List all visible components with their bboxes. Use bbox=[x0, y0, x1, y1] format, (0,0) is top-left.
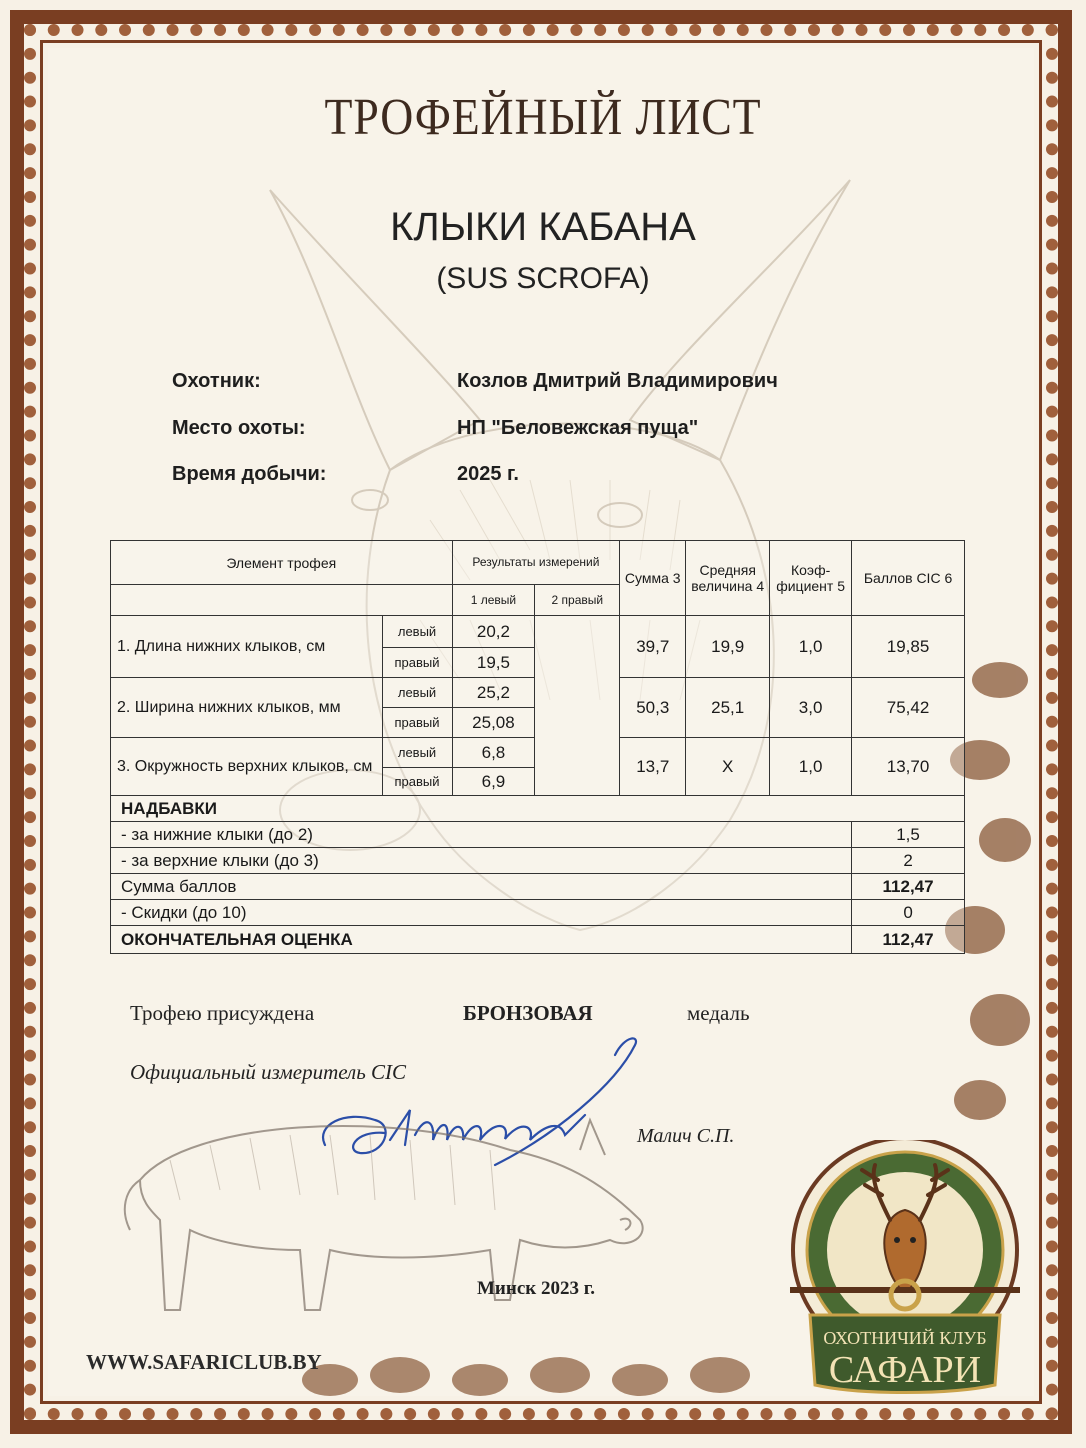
row-3-name: 3. Окружность верхних клыков, см bbox=[111, 738, 383, 796]
measurer-name: Малич С.П. bbox=[637, 1125, 735, 1147]
row-2-name: 2. Ширина нижних клыков, мм bbox=[111, 678, 383, 738]
header-right: 2 правый bbox=[535, 585, 620, 616]
row-1-sum: 39,7 bbox=[620, 616, 686, 678]
right-column-blank bbox=[535, 616, 620, 796]
sum-label: Сумма баллов bbox=[111, 874, 852, 900]
safari-club-logo bbox=[770, 1140, 1040, 1410]
hunter-value: Козлов Дмитрий Владимирович bbox=[457, 370, 778, 392]
award-medal: БРОНЗОВАЯ bbox=[463, 1001, 593, 1025]
row-2-right-label: правый bbox=[382, 708, 452, 738]
final-score-label: ОКОНЧАТЕЛЬНАЯ ОЦЕНКА bbox=[111, 926, 852, 954]
discount-value: 0 bbox=[852, 900, 965, 926]
row-1-right-label: правый bbox=[382, 648, 452, 678]
place-value: НП "Беловежская пуща" bbox=[457, 417, 699, 439]
row-3-left-value: 6,8 bbox=[452, 738, 535, 768]
row-1-right-value: 19,5 bbox=[452, 648, 535, 678]
sum-value: 112,47 bbox=[852, 874, 965, 900]
row-1-average: 19,9 bbox=[686, 616, 770, 678]
logo-text-club: ОХОТНИЧИЙ КЛУБ bbox=[823, 1328, 987, 1348]
bonus-header: НАДБАВКИ bbox=[111, 796, 965, 822]
row-2-left-label: левый bbox=[382, 678, 452, 708]
row-1-points: 19,85 bbox=[852, 616, 965, 678]
trophy-subtitle: КЛЫКИ КАБАНА bbox=[390, 205, 696, 249]
website-link[interactable]: WWW.SAFARICLUB.BY bbox=[86, 1350, 322, 1374]
award-suffix: медаль bbox=[687, 1001, 750, 1025]
time-label: Время добычи: bbox=[172, 463, 327, 485]
row-2-points: 75,42 bbox=[852, 678, 965, 738]
award-prefix: Трофею присуждена bbox=[130, 1001, 315, 1025]
row-1-coefficient: 1,0 bbox=[770, 616, 852, 678]
latin-name: (SUS SCROFA) bbox=[436, 262, 650, 295]
row-1-left-value: 20,2 bbox=[452, 616, 535, 648]
place-date: Минск 2023 г. bbox=[477, 1278, 595, 1299]
page-title: ТРОФЕЙНЫЙ ЛИСТ bbox=[324, 89, 762, 146]
header-element: Элемент трофея bbox=[111, 541, 453, 585]
row-1-left-label: левый bbox=[382, 616, 452, 648]
bonus-upper-label: - за верхние клыки (до 3) bbox=[111, 848, 852, 874]
header-average: Средняя величина 4 bbox=[686, 541, 770, 616]
row-2-left-value: 25,2 bbox=[452, 678, 535, 708]
oak-leaves-bottom bbox=[300, 1340, 780, 1410]
header-points: Баллов CIC 6 bbox=[852, 541, 965, 616]
header-coefficient: Коэф- фициент 5 bbox=[770, 541, 852, 616]
header-sum: Сумма 3 bbox=[620, 541, 686, 616]
row-2-coefficient: 3,0 bbox=[770, 678, 852, 738]
row-3-right-label: правый bbox=[382, 768, 452, 796]
row-2-average: 25,1 bbox=[686, 678, 770, 738]
final-score-value: 112,47 bbox=[852, 926, 965, 954]
measurement-table bbox=[110, 540, 965, 954]
row-3-points: 13,70 bbox=[852, 738, 965, 796]
bonus-lower-label: - за нижние клыки (до 2) bbox=[111, 822, 852, 848]
header-left: 1 левый bbox=[452, 585, 535, 616]
row-2-right-value: 25,08 bbox=[452, 708, 535, 738]
official-measurer-label: Официальный измеритель CIC bbox=[130, 1060, 407, 1084]
header-results: Результаты измерений bbox=[452, 541, 620, 585]
bonus-lower-value: 1,5 bbox=[852, 822, 965, 848]
row-3-right-value: 6,9 bbox=[452, 768, 535, 796]
place-label: Место охоты: bbox=[172, 417, 306, 439]
boar-illustration bbox=[110, 1100, 670, 1340]
header-element-spacer bbox=[111, 585, 453, 616]
row-1-name: 1. Длина нижних клыков, см bbox=[111, 616, 383, 678]
hunter-label: Охотник: bbox=[172, 370, 261, 392]
row-2-sum: 50,3 bbox=[620, 678, 686, 738]
row-3-sum: 13,7 bbox=[620, 738, 686, 796]
logo-text-safari: САФАРИ bbox=[828, 1349, 982, 1391]
bonus-upper-value: 2 bbox=[852, 848, 965, 874]
time-value: 2025 г. bbox=[457, 463, 519, 485]
row-3-average: X bbox=[686, 738, 770, 796]
row-3-left-label: левый bbox=[382, 738, 452, 768]
discount-label: - Скидки (до 10) bbox=[111, 900, 852, 926]
row-3-coefficient: 1,0 bbox=[770, 738, 852, 796]
